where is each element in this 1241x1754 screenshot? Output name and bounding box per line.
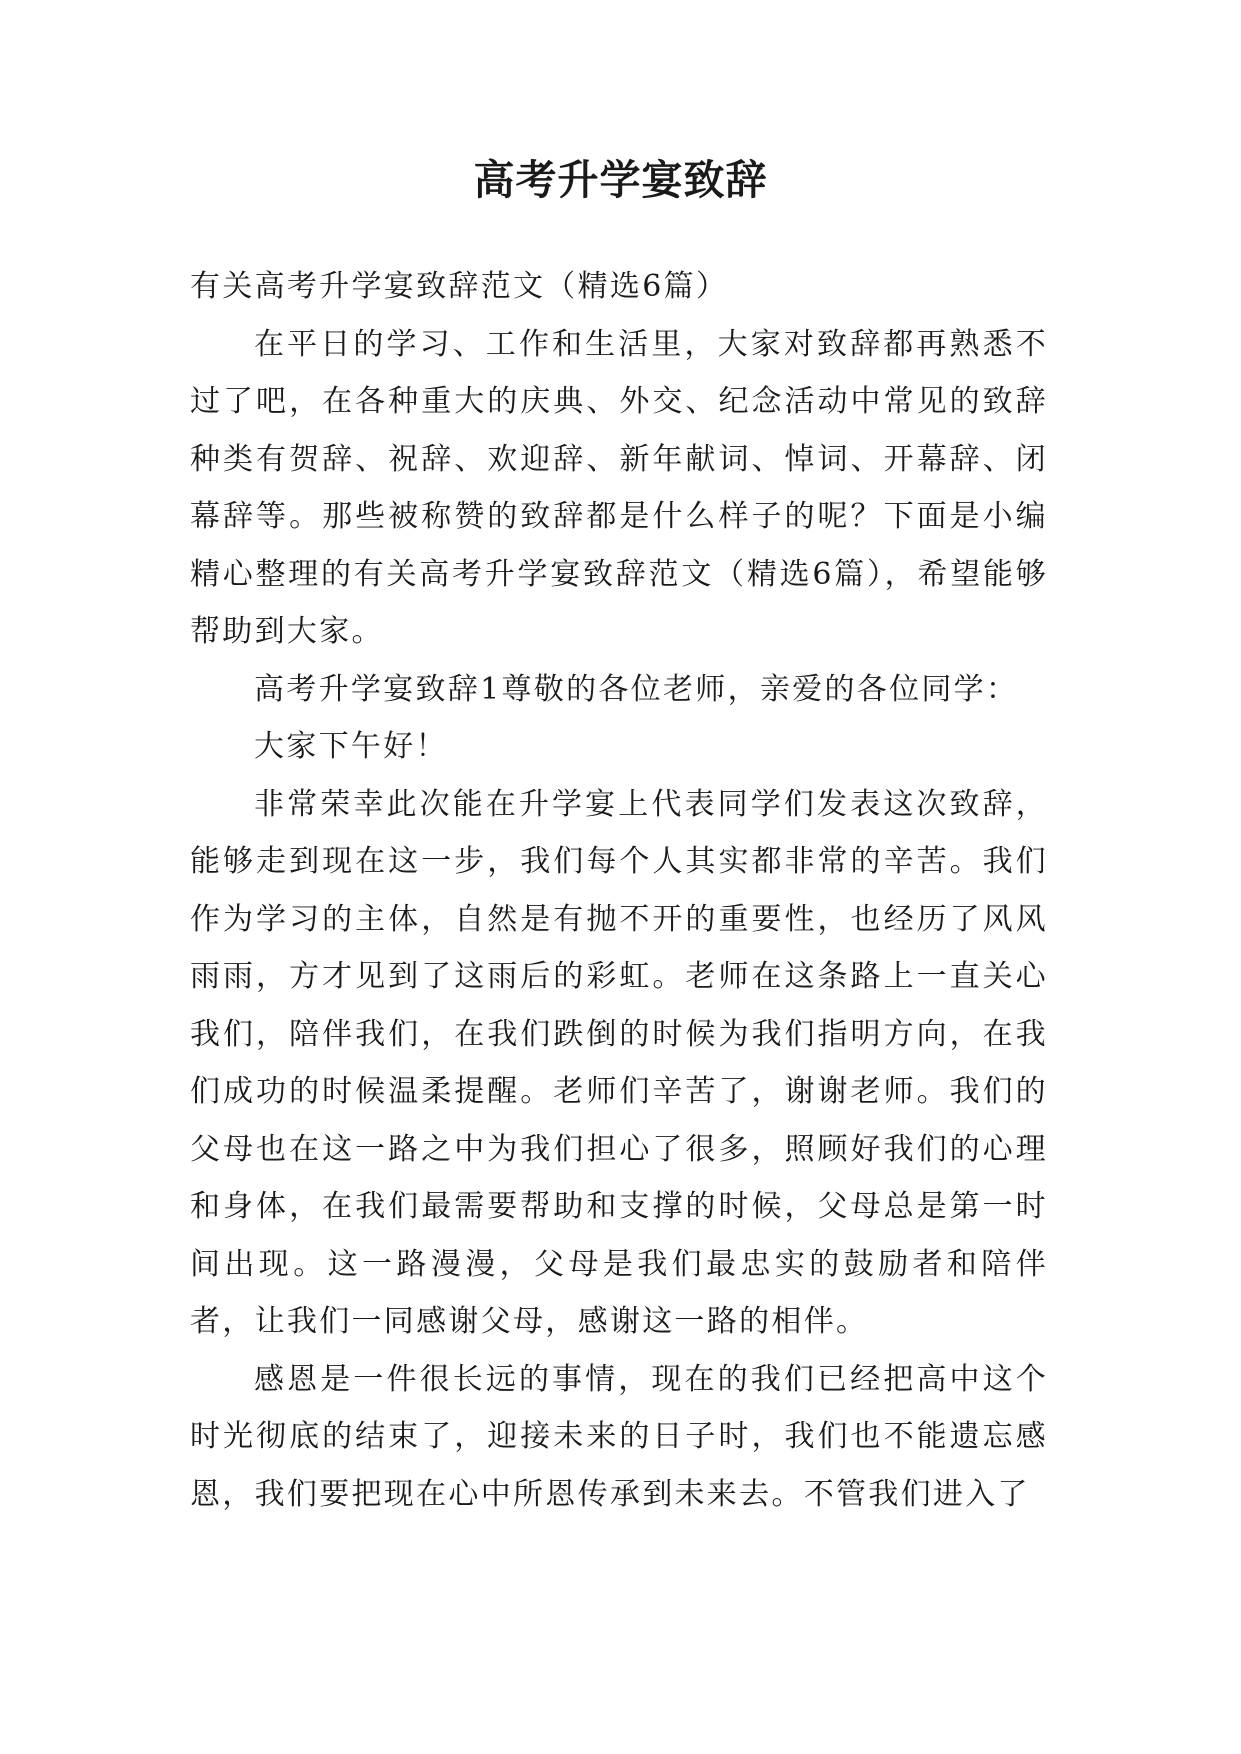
document-body bbox=[190, 258, 1048, 1523]
intro-paragraph: 在平日的学习、工作和生活里，大家对致辞都再熟悉不过了吧，在各种重大的庆典、外交、纪念活动中常见的致辞种类有贺辞、祝辞、欢迎辞、新年献词、悼词、开幕辞、闭幕辞等。那些被称赞的致辞都是什么样子的呢？下面是小编精心整理的有关高考升学宴致辞范文（精选6篇），希望能够帮助到大家。 bbox=[190, 326, 1048, 649]
greeting-paragraph: 大家下午好！ bbox=[254, 729, 448, 764]
body-paragraph: 感恩是一件很长远的事情，现在的我们已经把高中这个时光彻底的结束了，迎接未来的日子时，我们也不能遗忘感恩，我们要把现在心中所恩传承到未来去。不管我们进入了 bbox=[190, 1361, 1048, 1512]
subtitle-paragraph: 有关高考升学宴致辞范文（精选6篇） bbox=[190, 269, 729, 304]
document-title: 高考升学宴致辞 bbox=[473, 156, 768, 204]
speech-heading-paragraph: 高考升学宴致辞1尊敬的各位老师，亲爱的各位同学： bbox=[254, 671, 1019, 707]
body-paragraph: 非常荣幸此次能在升学宴上代表同学们发表这次致辞，能够走到现在这一步，我们每个人其实都非常的辛苦。我们作为学习的主体，自然是有抛不开的重要性，也经历了风风雨雨，方才见到了这雨后的彩虹。老师在这条路上一直关心我们，陪伴我们，在我们跌倒的时候为我们指明方向，在我们成功的时候温柔提醒。老师们辛苦了，谢谢老师。我们的父母也在这一路之中为我们担心了很多，照顾好我们的心理和身体，在我们最需要帮助和支撑的时候，父母总是第一时间出现。这一路漫漫，父母是我们最忠实的鼓励者和陪伴者，让我们一同感谢父母，感谢这一路的相伴。 bbox=[190, 786, 1048, 1339]
